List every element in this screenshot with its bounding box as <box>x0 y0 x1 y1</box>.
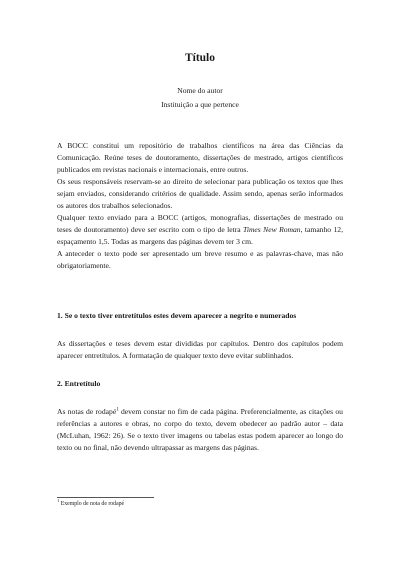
intro-paragraph-2: Os seus responsáveis reservam-se ao direito de selecionar para publicação os textos que lhes sejam enviados, considerando critérios de qualidade. Assim sendo, apenas serão informados os autores dos trabalhos selecionados. <box>57 177 343 210</box>
font-name-emphasis: Times New Roman <box>243 225 301 234</box>
footnote-reference[interactable]: 1 <box>116 407 119 413</box>
intro-paragraph-3 <box>57 212 343 248</box>
footnote-marker: 1 <box>57 498 60 504</box>
author-name: Nome do autor <box>177 86 223 95</box>
intro-paragraph-3-text-b: , tamanho 12, espaçamento 1,5. Todas as margens das páginas devem ter 3 cm. <box>57 225 343 246</box>
section-2-paragraph-1 <box>57 406 343 454</box>
intro-paragraph-3-text-a: Qualquer texto enviado para a BOCC (artigos, monografias, dissertações de mestrado ou teses de doutoramento) deve ser escrito com o tipo de letra <box>57 213 343 234</box>
section-1-heading: 1. Se o texto tiver entretítulos estes devem aparecer a negrito e numerados <box>57 311 297 320</box>
section-2-text-b: devem constar no fim de cada página. Preferencialmente, as citações ou referências a autores e obras, no corpo do texto, devem obedecer ao padrão autor – data (McLuhan, 1962: 26). Se o texto tiver imagens ou tabelas estas podem aparecer ao longo do texto ou no final, não devendo ultrapassar as margens das páginas. <box>57 407 343 452</box>
section-2-text-a: As notas de rodapé <box>57 407 117 416</box>
intro-paragraph-1: A BOCC constitui um repositório de trabalhos científicos na área das Ciências da Comunicação. Reúne teses de doutoramento, dissertações de mestrado, artigos científicos publicados em revistas nacionais e internacionais, entre outros. <box>57 141 343 174</box>
footnote-text: Exemplo de nota de rodapé <box>59 501 125 507</box>
document-title: Título <box>184 52 216 64</box>
author-institution: Instituição a que pertence <box>161 100 239 109</box>
section-1-body <box>57 338 343 362</box>
intro-paragraph-4: A anteceder o texto pode ser apresentado um breve resumo e as palavras-chave, mas não obrigatoriamente. <box>57 249 343 270</box>
section-2-heading: 2. Entretítulo <box>57 379 101 388</box>
section-1-paragraph-1: As dissertações e teses devem estar divididas por capítulos. Dentro dos capítulos podem aparecer entretítulos. A formatação de qualquer texto deve evitar sublinhados. <box>57 339 343 360</box>
intro-section <box>57 140 343 272</box>
footnote <box>57 500 124 508</box>
footnote-separator <box>57 497 154 498</box>
section-2-body <box>57 406 343 454</box>
